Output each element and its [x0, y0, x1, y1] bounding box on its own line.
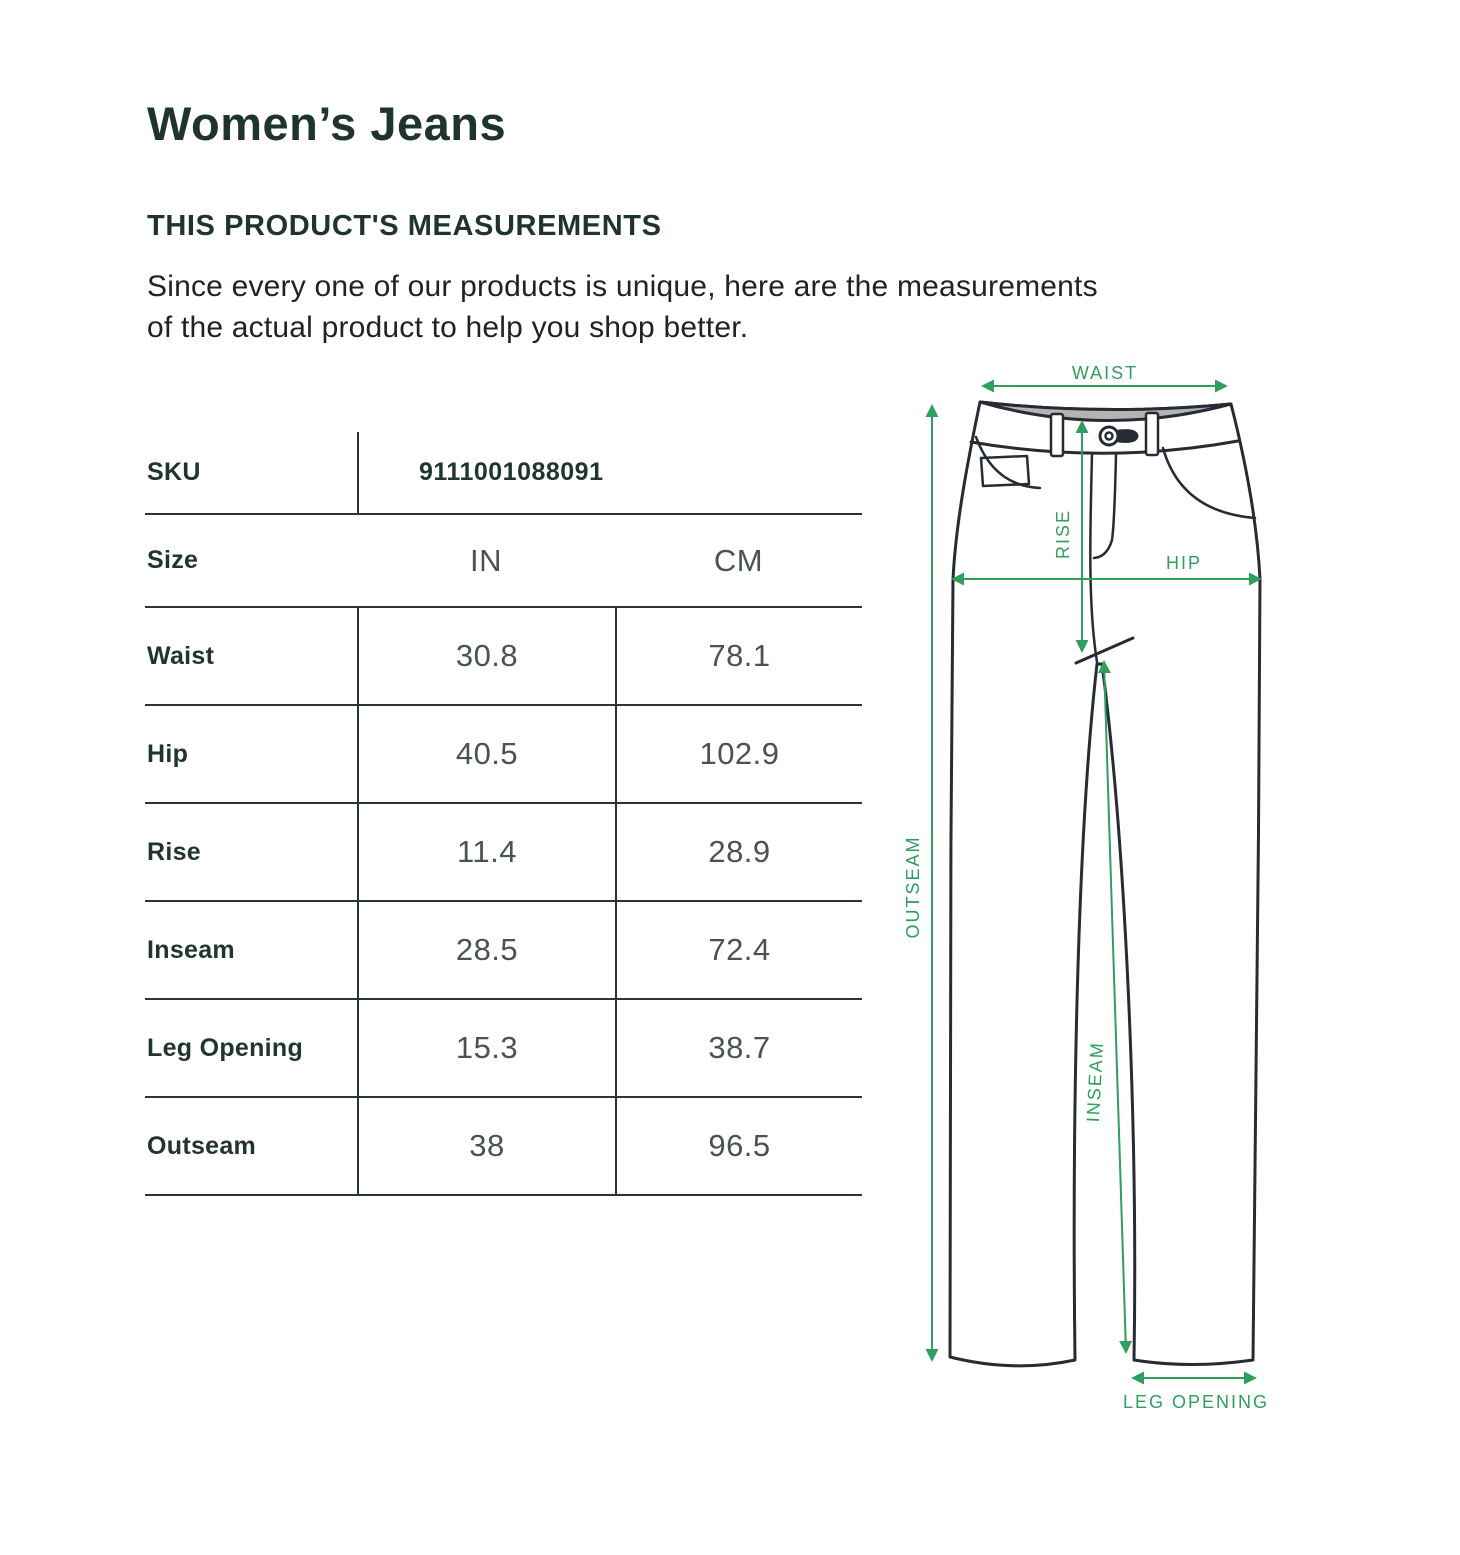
table-row-inseam [145, 902, 862, 1000]
hip-label: HIP [1165, 553, 1203, 573]
row-cm-value: 102.9 [615, 706, 862, 802]
measurements-table [145, 432, 862, 1196]
size-label: Size [147, 546, 199, 574]
row-cm-value: 78.1 [615, 608, 862, 704]
table-row-waist [145, 608, 862, 706]
table-row-rise [145, 804, 862, 902]
description-line-1: Since every one of our products is unique, here are the measurements [147, 270, 1098, 303]
waist-label: WAIST [1071, 363, 1139, 383]
rise-label: RISE [1053, 508, 1073, 560]
row-in-value: 30.8 [357, 608, 615, 704]
sku-label: SKU [147, 458, 201, 486]
unit-header-in: IN [470, 542, 502, 578]
row-label: Inseam [147, 935, 235, 964]
row-in-value: 40.5 [357, 706, 615, 802]
row-cm-value: 28.9 [615, 804, 862, 900]
row-cm-value: 38.7 [615, 1000, 862, 1096]
description-line-2: of the actual product to help you shop better. [147, 311, 749, 344]
jeans-measurement-diagram [895, 360, 1295, 1420]
description-text [147, 266, 1098, 348]
jeans-silhouette [950, 402, 1260, 1366]
row-label: Waist [147, 641, 215, 670]
table-row-hip [145, 706, 862, 804]
row-in-value: 15.3 [357, 1000, 615, 1096]
table-row-leg-opening [145, 1000, 862, 1098]
belt-loop-right [1146, 413, 1158, 455]
page-title: Women’s Jeans [147, 97, 507, 150]
table-row-outseam [145, 1098, 862, 1196]
outseam-label: OUTSEAM [903, 835, 923, 939]
jeans-illustration [950, 402, 1260, 1366]
waist-button [1100, 427, 1118, 445]
leg-opening-label: LEG OPENING [1122, 1392, 1270, 1412]
inseam-label: INSEAM [1082, 1040, 1108, 1123]
row-cm-value: 96.5 [615, 1098, 862, 1194]
belt-loop-left [1051, 414, 1063, 456]
table-row-sku [145, 432, 862, 515]
section-heading: THIS PRODUCT'S MEASUREMENTS [147, 210, 662, 242]
row-in-value: 38 [357, 1098, 615, 1194]
row-in-value: 11.4 [357, 804, 615, 900]
unit-header-cm: CM [713, 542, 764, 578]
sku-value: 9111001088091 [357, 432, 862, 513]
table-row-header [145, 515, 862, 608]
row-label: Leg Opening [147, 1033, 304, 1062]
row-label: Hip [147, 739, 189, 768]
row-cm-value: 72.4 [615, 902, 862, 998]
row-label: Rise [147, 837, 202, 866]
row-label: Outseam [147, 1131, 257, 1160]
row-in-value: 28.5 [357, 902, 615, 998]
buttonhole-tab [1119, 431, 1137, 442]
